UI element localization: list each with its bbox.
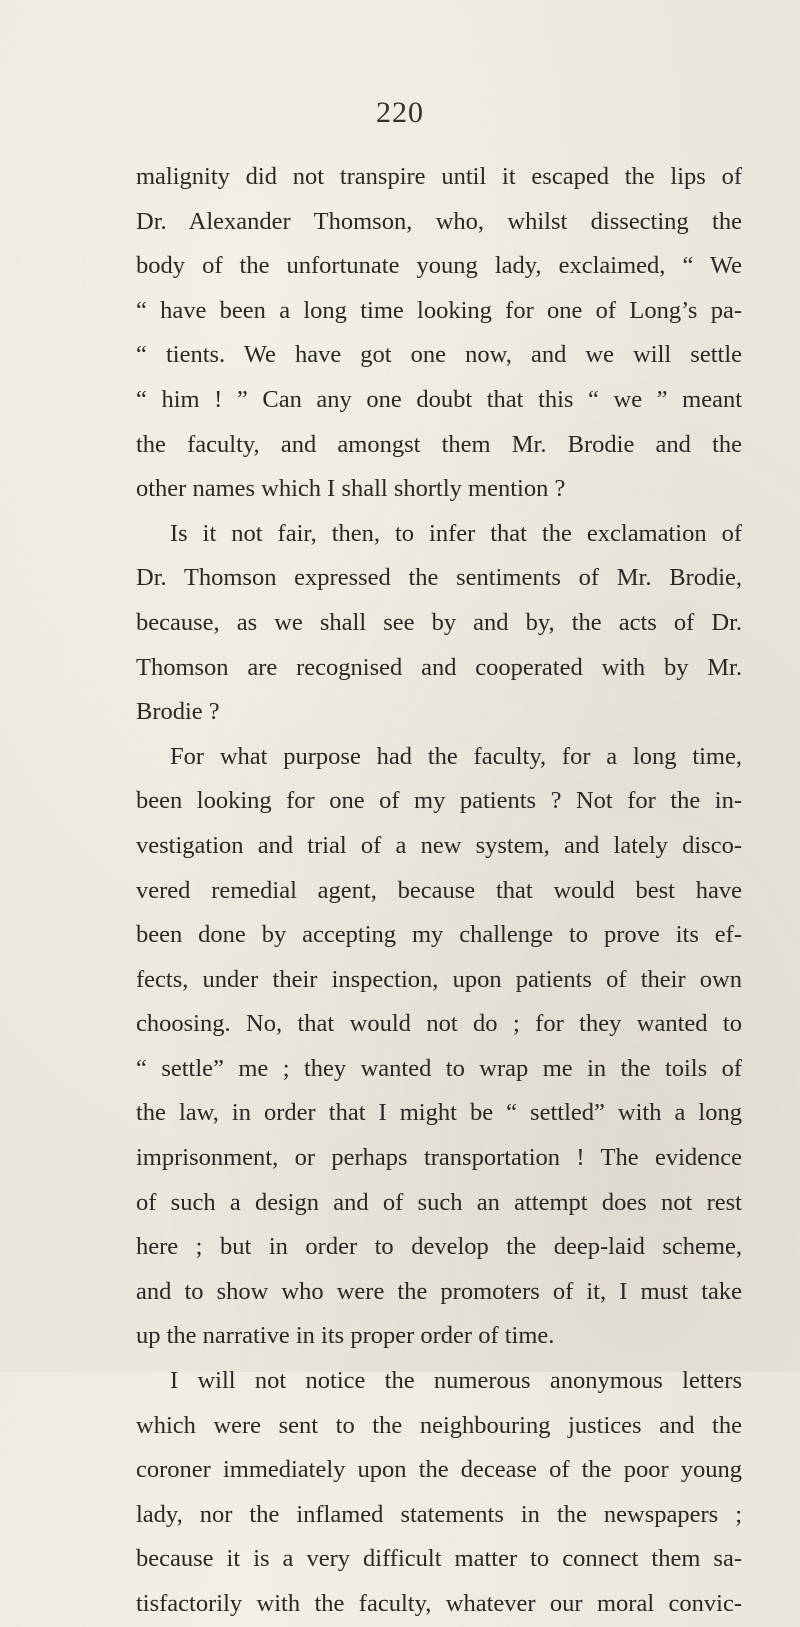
paragraph-end-line: up the narrative in its proper order of time. [136, 1322, 555, 1350]
text-line: “ settle” me ; they wanted to wrap me in the toils of [136, 1054, 742, 1082]
text-line: imprisonment, or perhaps transportation ! The evidence [136, 1144, 742, 1172]
text-line: “ him ! ” Can any one doubt that this “ we ” meant [136, 385, 742, 413]
text-line: the law, in order that I might be “ settled” with a long [136, 1099, 742, 1127]
paragraph-end-line: other names which I shall shortly mention ? [136, 475, 566, 503]
text-line: “ have been a long time looking for one of Long’s pa- [136, 296, 742, 324]
text-line: Dr. Thomson expressed the sentiments of Mr. Brodie, [136, 564, 742, 592]
text-line: which were sent to the neighbouring justices and the [136, 1411, 742, 1439]
text-line: been done by accepting my challenge to prove its ef- [136, 921, 742, 949]
paragraph-start-line: Is it not fair, then, to infer that the exclamation of [170, 519, 742, 547]
text-line: coroner immediately upon the decease of the poor young [136, 1456, 742, 1484]
text-line: the faculty, and amongst them Mr. Brodie and the [136, 430, 742, 458]
paragraph-start-line: For what purpose had the faculty, for a long time, [170, 742, 742, 770]
text-line: “ tients. We have got one now, and we will settle [136, 341, 742, 369]
text-line: choosing. No, that would not do ; for they wanted to [136, 1010, 742, 1038]
page-number: 220 [376, 96, 424, 129]
text-line: been looking for one of my patients ? Not for the in- [136, 787, 742, 815]
paragraph-start-line: I will not notice the numerous anonymous letters [170, 1367, 742, 1395]
text-line: body of the unfortunate young lady, exclaimed, “ We [136, 252, 742, 280]
text-line: fects, under their inspection, upon patients of their own [136, 965, 742, 993]
text-line: malignity did not transpire until it escaped the lips of [136, 163, 742, 190]
text-line: and to show who were the promoters of it, I must take [136, 1277, 742, 1305]
paragraph-end-line: Brodie ? [136, 698, 220, 726]
text-line: vestigation and trial of a new system, and lately disco- [136, 831, 742, 859]
text-line: vered remedial agent, because that would best have [136, 876, 742, 904]
text-line: here ; but in order to develop the deep-laid scheme, [136, 1233, 742, 1261]
text-line: Thomson are recognised and cooperated with by Mr. [136, 653, 742, 681]
text-line: because it is a very difficult matter to connect them sa- [136, 1545, 742, 1573]
text-line: lady, nor the inflamed statements in the newspapers ; [136, 1500, 742, 1528]
text-line: Dr. Alexander Thomson, who, whilst dissecting the [136, 207, 742, 235]
body-text [136, 155, 742, 1627]
text-line: because, as we shall see by and by, the acts of Dr. [136, 608, 742, 636]
text-line: of such a design and of such an attempt does not rest [136, 1188, 742, 1216]
text-line: tisfactorily with the faculty, whatever our moral convic- [136, 1590, 742, 1617]
